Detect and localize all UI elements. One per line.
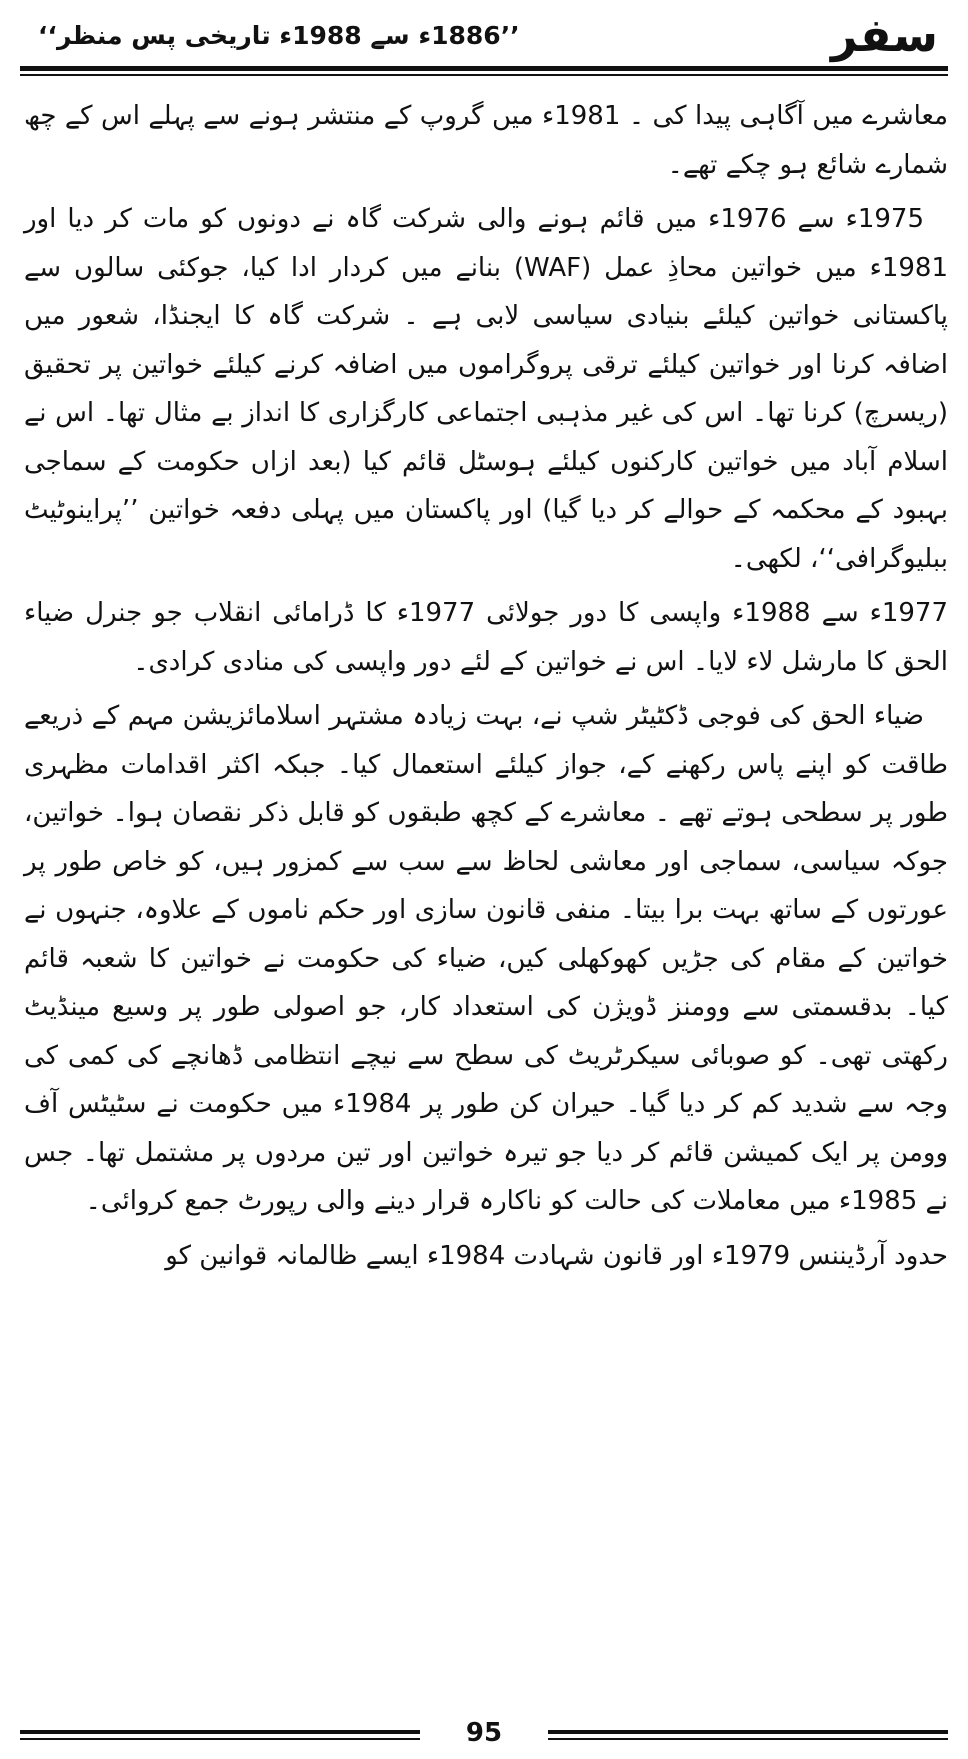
chapter-title: ’’1886ء سے 1988ء تاریخی پس منظر‘‘ [38,21,520,50]
header-rule-thick [20,66,948,71]
running-header [20,6,948,64]
paragraph: 1975ء سے 1976ء میں قائم ہونے والی شرکت گاہ نے دونوں کو مات کر دیا اور 1981ء میں خواتین محاذِ عمل (WAF) بنانے میں کردار ادا کیا، جوکئی سالوں سے پاکستانی خواتین کیلئے بنیادی سیاسی لابی ہے ۔ شرکت گاہ کا ایجنڈا، شعور میں اضافہ کرنا اور خواتین کیلئے ترقی پروگراموں میں اضافہ کرنے کیلئے خواتین پر تحقیق (ریسرچ) کرنا تھا۔ اس کی غیر مذہبی اجتماعی کارگزاری کا انداز بے مثال تھا۔ اس نے اسلام آباد میں خواتین کارکنوں کیلئے ہوسٹل قائم کیا (بعد ازاں حکومت کے سماجی بہبود کے محکمہ کے حوالے کر دیا گیا) اور پاکستان میں پہلی دفعہ خواتین ’’پراینوٹیٹ ببلیوگرافی‘‘، لکھی۔ [24,204,949,574]
paragraph: معاشرے میں آگاہی پیدا کی ۔ 1981ء میں گروپ کے منتشر ہونے سے پہلے اس کے چھ شمارے شائع ہو چکے تھے۔ [24,101,948,180]
book-title: سفر [831,8,938,62]
body-text [24,92,948,1692]
paragraph: حدود آرڈیننس 1979ء اور قانون شہادت 1984ء ایسے ظالمانہ قوانین کو [165,1240,948,1271]
paragraph: ضیاء الحق کی فوجی ڈکٹیٹر شپ نے، بہت زیادہ مشتہر اسلامائزیشن مہم کے ذریعے طاقت کو اپنے پاس رکھنے کے، جواز کیلئے استعمال کیا۔ جبکہ اکثر اقدامات مظہری طور پر سطحی ہوتے تھے ۔ معاشرے کے کچھ طبقوں کو قابل ذکر نقصان ہوا۔ خواتین، جوکہ سیاسی، سماجی اور معاشی لحاظ سے سب سے کمزور ہیں، کو خاص طور پر عورتوں کے ساتھ بہت برا بیتا۔ منفی قانون سازی اور حکم ناموں کے علاوہ، جنہوں نے خواتین کے مقام کی جڑیں کھوکھلی کیں، ضیاء کی حکومت نے خواتین کا شعبہ قائم کیا۔ بدقسمتی سے وومنز ڈویژن کی استعداد کار، جو اصولی طور پر وسیع مینڈیٹ رکھتی تھی۔ کو صوبائی سیکرٹریٹ کی سطح سے نیچے انتظامی ڈھانچے کی کمی کی وجہ سے شدید کم کر دیا گیا۔ حیران کن طور پر 1984ء میں حکومت نے سٹیٹس آف وومن پر ایک کمیشن قائم کر دیا جو تیرہ خواتین اور تین مردوں پر مشتمل تھا۔ جس نے 1985ء میں معاملات کی حالت کو ناکارہ قرار دینے والی رپورٹ جمع کروائی۔ [24,701,948,1216]
paragraph: 1977ء سے 1988ء واپسی کا دور جولائی 1977ء کا ڈرامائی انقلاب جو جنرل ضیاء الحق کا مارشل لاء لایا۔ اس نے خواتین کے لئے دور واپسی کی منادی کرادی۔ [24,598,948,677]
page-footer [20,1720,948,1750]
header-rule-thin [20,74,948,76]
page-number: 95 [465,1718,503,1748]
